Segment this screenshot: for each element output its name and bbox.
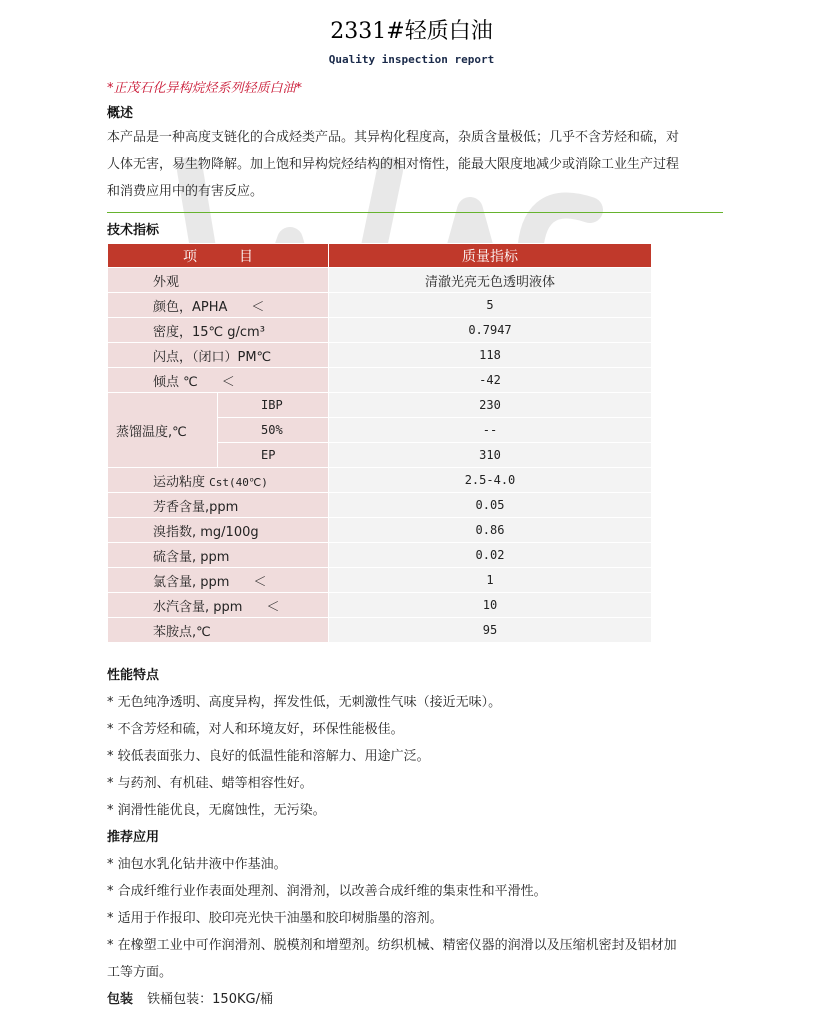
page-subtitle: Quality inspection report [328,53,495,66]
spec-value: 230 [329,393,652,418]
tagline: *正茂石化异构烷烃系列轻质白油* [107,81,303,96]
spec-value: 10 [329,593,652,618]
spec-value: 310 [329,443,652,468]
table-row [108,518,652,543]
table-row [108,593,652,618]
spec-item: 水汽含量, ppm ＜ [108,593,329,618]
list-item: * 在橡塑工业中可作润滑剂、脱模剂和增塑剂。纺织机械、精密仪器的润滑以及压缩机密封及铝材加 [107,938,677,953]
packaging-line [107,988,273,1007]
features-heading: 性能特点 [107,668,160,683]
spec-item: 硫含量, ppm [108,543,329,568]
spec-header-row [108,244,652,268]
table-row [108,293,652,318]
spec-value: 清澈光亮无色透明液体 [329,268,652,293]
list-item: 工等方面。 [107,965,173,980]
less-than-sign: ＜ [253,574,267,590]
spec-item: 密度，15℃ g/cm³ [108,318,329,343]
overview-line: 人体无害，易生物降解。加上饱和异构烷烃结构的相对惰性，能最大限度地减少或消除工业生产过程 [107,157,680,172]
spec-value: 0.86 [329,518,652,543]
spec-item: 苯胺点,℃ [108,618,329,643]
list-item: * 油包水乳化钻井液中作基油。 [107,857,287,872]
list-item: * 无色纯净透明、高度异构，挥发性低，无刺激性气味（接近无味）。 [107,695,502,710]
table-row [108,468,652,493]
spec-item: 氯含量, ppm ＜ [108,568,329,593]
spec-value: 0.02 [329,543,652,568]
table-row [108,318,652,343]
packaging-heading: 包装 [107,992,134,1007]
spec-value: 1 [329,568,652,593]
overview-heading: 概述 [107,106,134,121]
applications-heading: 推荐应用 [107,830,160,845]
spec-value: 5 [329,293,652,318]
table-row [108,343,652,368]
less-than-sign: ＜ [221,374,235,390]
spec-item: 芳香含量,ppm [108,493,329,518]
less-than-sign: ＜ [251,299,265,315]
spec-item: 倾点 ℃ ＜ [108,368,329,393]
spec-value: 95 [329,618,652,643]
specs-heading: 技术指标 [107,223,160,238]
spec-value: -- [329,418,652,443]
spec-value: 0.05 [329,493,652,518]
table-row [108,368,652,393]
spec-value: 118 [329,343,652,368]
overview-paragraph [107,124,727,205]
distillation-subitem: EP [218,443,329,468]
header-item: 项 目 [108,244,329,268]
distillation-subitem: 50% [218,418,329,443]
table-row [108,393,652,418]
table-row [108,493,652,518]
spec-item: 外观 [108,268,329,293]
table-row [108,543,652,568]
table-row [108,618,652,643]
spec-item: 颜色，APHA ＜ [108,293,329,318]
page-title: 2331#轻质白油 [330,19,493,44]
header-value: 质量指标 [329,244,652,268]
less-than-sign: ＜ [266,599,280,615]
spec-value: 2.5-4.0 [329,468,652,493]
list-item: * 不含芳烃和硫，对人和环境友好，环保性能极佳。 [107,722,404,737]
distillation-subitem: IBP [218,393,329,418]
packaging-text: 铁桶包装：150KG/桶 [147,992,273,1007]
distillation-label: 蒸馏温度,℃ [108,393,218,468]
section-divider [107,212,723,213]
list-item: * 与药剂、有机硅、蜡等相容性好。 [107,776,313,791]
overview-line: 本产品是一种高度支链化的合成烃类产品。其异构化程度高，杂质含量极低；几乎不含芳烃和硫，对 [107,130,680,145]
list-item: * 润滑性能优良，无腐蚀性，无污染。 [107,803,326,818]
spec-value: -42 [329,368,652,393]
spec-item: 溴指数, mg/100g [108,518,329,543]
spec-item: 运动粘度 Cst(40℃) [108,468,329,493]
spec-item: 闪点，（闭口）PM℃ [108,343,329,368]
list-item: * 合成纤维行业作表面处理剂、润滑剂，以改善合成纤维的集束性和平滑性。 [107,884,547,899]
spec-table [107,243,652,643]
table-row [108,268,652,293]
overview-line: 和消费应用中的有害反应。 [107,184,264,199]
spec-value: 0.7947 [329,318,652,343]
list-item: * 较低表面张力、良好的低温性能和溶解力、用途广泛。 [107,749,430,764]
table-row [108,568,652,593]
list-item: * 适用于作报印、胶印亮光快干油墨和胶印树脂墨的溶剂。 [107,911,443,926]
